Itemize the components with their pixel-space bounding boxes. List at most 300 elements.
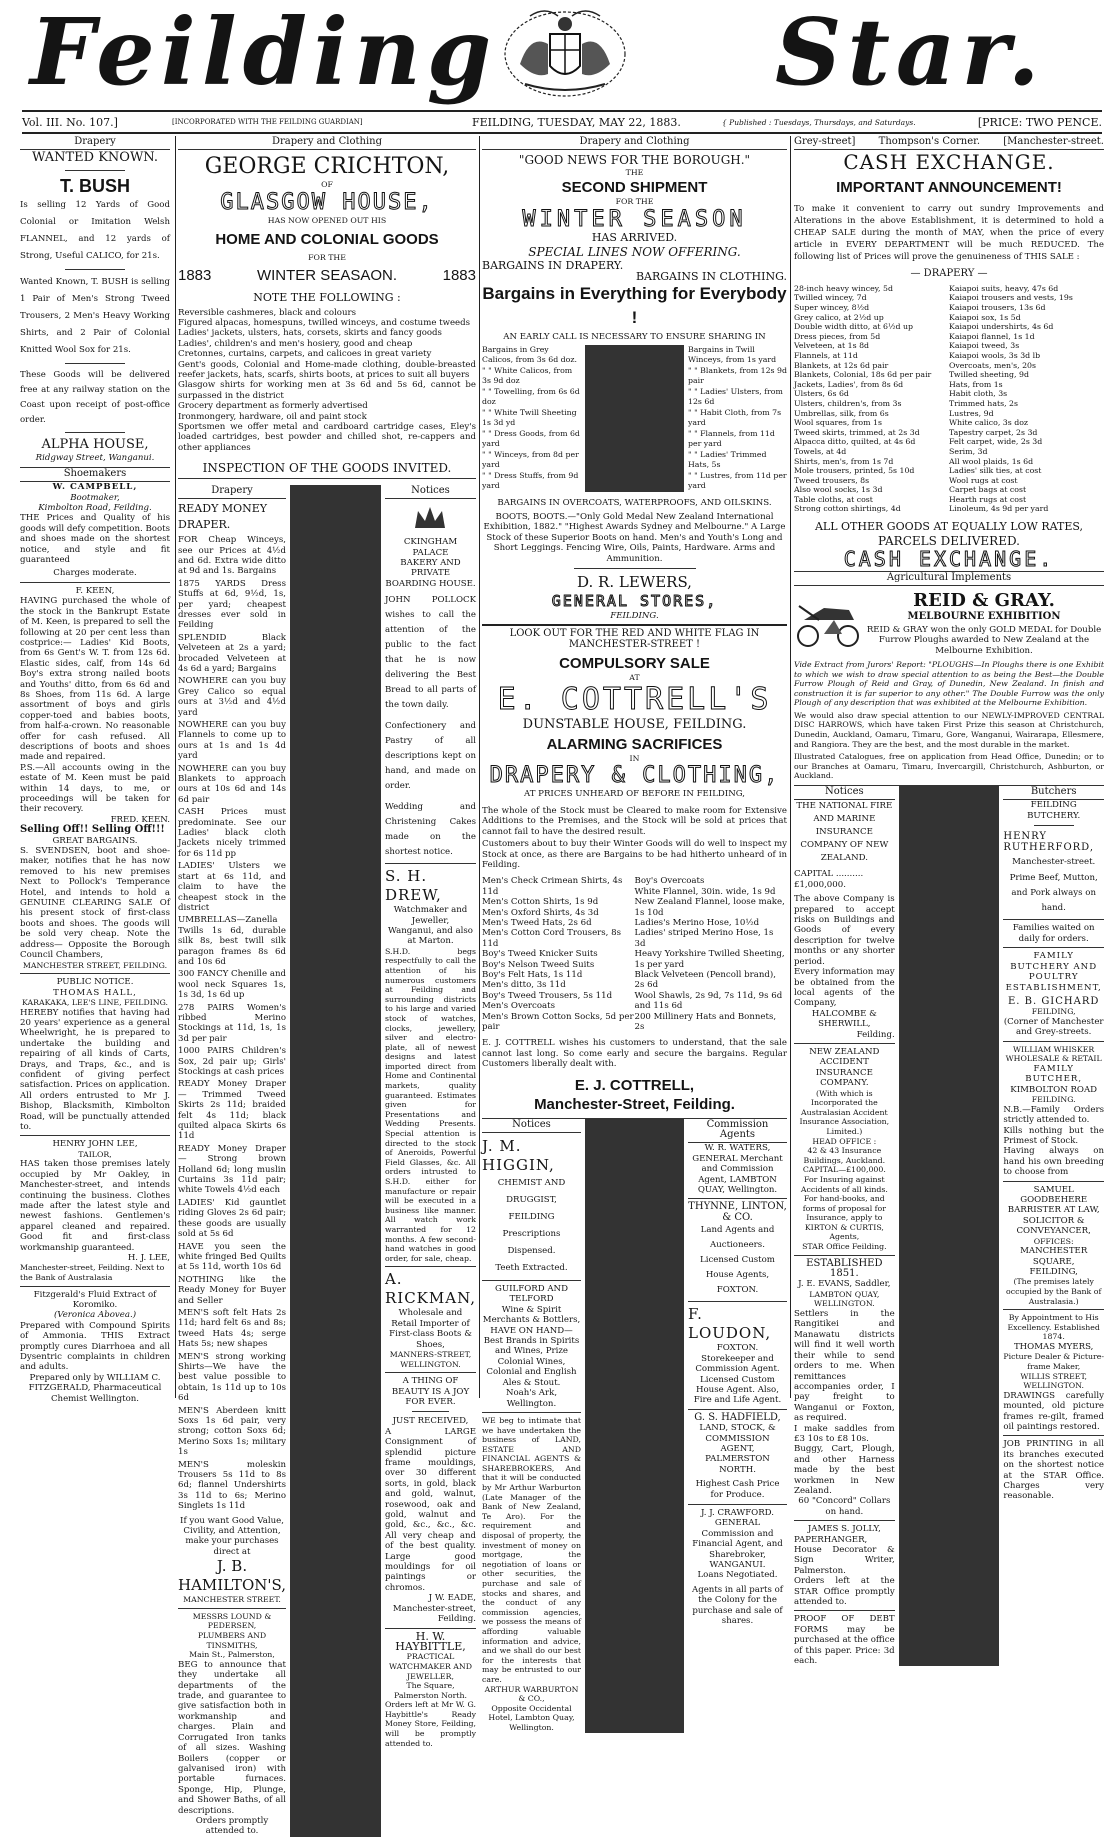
sub-column-left <box>178 485 286 1837</box>
item-list <box>178 535 286 1512</box>
store-name: GENERAL STORES, <box>551 592 718 611</box>
list-item: Trimmed hats, 2s <box>949 398 1019 408</box>
advertiser-name: THOMAS HALL, <box>53 987 137 998</box>
advertiser-name: T. BUSH <box>59 176 130 197</box>
signature: ARTHUR WARBURTON & CO., <box>484 1684 579 1704</box>
headline: JUST RECEIVED, <box>392 1416 469 1427</box>
column-3 <box>482 136 787 1732</box>
section-header: Drapery <box>20 136 170 150</box>
trade: Watchmaker and Jeweller, <box>393 905 468 926</box>
list-right <box>688 345 787 492</box>
column-rule <box>175 136 176 1398</box>
season-line <box>178 266 476 285</box>
list-item: Super wincey, 8½d <box>794 303 870 312</box>
ad-text: Loans Negotiated. <box>697 1570 778 1581</box>
advertiser-name: NEW ZEALAND ACCIDENT INSURANCE COMPANY. <box>809 1046 880 1089</box>
list-item: Kaiapoi suits, heavy, 47s 6d <box>949 283 1059 293</box>
list-item: Tapestry carpet, 2s 3d <box>949 427 1038 437</box>
signature: KIRTON & CURTIS, Agents, <box>804 1222 884 1242</box>
headline: READY MONEY DRAPER. <box>178 502 268 532</box>
publication-days: { Published : Tuesdays, Thursdays, and Saturdays. <box>722 117 916 127</box>
list-item: READY Money Draper — Trimmed Tweed Skirts 2s 11d; braided felt 4s 11d; black quilted alpaca Skirts 6s 11d <box>178 1079 286 1142</box>
list-item: Men's Check Crimean Shirts, 4s 11d <box>482 876 623 897</box>
list-item: 278 PAIRS Women's ribbed Merino Stockings at 11d, 1s, 1s 3d per pair <box>178 1002 286 1044</box>
ad-text: Orders left at Mr W. G. Haybittle's Ready Money Store, Feilding, will be promptly attended to. <box>384 1700 476 1748</box>
headline: HOME AND COLONIAL GOODS <box>215 230 439 248</box>
list-item: Wool squares, from 1s <box>794 418 882 428</box>
list-item: Kaiapoi sox, 1s 5d <box>949 312 1021 322</box>
list-item: Kaiapoi trousers and vests, 19s <box>949 293 1073 303</box>
list-item: Linoleum, 4s 9d per yard <box>949 504 1049 514</box>
ad-text: I make saddles from £3 10s to £8 10s. <box>794 1423 895 1444</box>
section-header: Butchers <box>1003 786 1104 800</box>
dateline: FEILDING, TUESDAY, MAY 22, 1883. <box>472 115 681 129</box>
advertiser-name: A. RICKMAN, <box>384 1270 476 1308</box>
ad-text: BEG to announce that they undertake all departments of the trade, and guarantee to give satisfaction both in workmanship and charges. Plain and Corrugated Iron tanks of all sizes. Washing Boilers (copper or galvanised iron) with portable furnaces. Sponge, Hip, Plunge, and Shower Baths, of all descriptions. <box>178 1659 286 1816</box>
list-item: Twilled sheeting, 9d <box>949 370 1029 380</box>
ad-text: Confectionery and Pastry of all descriptions kept on hand, and made on order. <box>384 721 476 792</box>
advertiser-name: F. KEEN, <box>75 585 115 596</box>
list-item: Men's Oxford Shirts, 4s 3d <box>482 907 599 918</box>
signature: H. J. LEE, <box>127 1253 170 1264</box>
section-header: Commission Agents <box>688 1119 787 1144</box>
masthead-title-left: Feilding <box>30 0 498 106</box>
list-item: " " Lustres, from 11d per yard <box>688 470 787 491</box>
list-item: Heavy Yorkshire Twilled Sheeting, 1s per yard <box>634 949 785 970</box>
advertiser-name: J. J. CRAWFORD. <box>700 1507 774 1518</box>
list-item: Alpacca ditto, quilted, at 4s 6d <box>794 437 916 447</box>
list-item: 1875 YARDS Dress Stuffs at 6d, 9½d, 1s, per yard; cheapest dresses ever sold in Feilding <box>178 578 286 631</box>
price: [PRICE: TWO PENCE. <box>977 115 1102 129</box>
list-item: Gent's goods, Colonial and Home-made clothing, double-breasted reefer jackets, hats, scarfs, shirts boots, at prices to suit all buyers <box>178 359 476 381</box>
headline: "GOOD NEWS FOR THE BOROUGH." <box>518 153 751 168</box>
header-left: Grey-street] <box>794 136 856 147</box>
sub-column-right <box>1003 786 1104 1666</box>
ad-text: Orders left at the STAR Office promptly attended to. <box>794 1576 895 1608</box>
list-left <box>482 345 581 492</box>
ad-text: S.H.D. begs respectfully to call the attention of his numerous customers at Feilding and surrounding districts to his large and varied stock of watches, clocks, jewellery, silver and electro-plate, all of newest designs and latest imported direct from Home and Continental markets, quality guaranteed. Estimates given for Presentations and Wedding Presents. Special attention is directed to the stock of Aneroids, Powerful Field Glasses, &c. All orders intrusted to S.H.D. either for manufacture or repair will be executed in a business like manner. All watch work warranted for 12 months. A few second-hand watches in good order, for sale, cheap. <box>384 946 476 1263</box>
address: KARAKAKA, LEE'S LINE, FEILDING. <box>21 997 169 1007</box>
ad-text: Charges moderate. <box>53 568 137 579</box>
headline: IMPORTANT ANNOUNCEMENT! <box>836 179 1062 197</box>
list-item: Ulsters, children's, from 3s <box>794 398 902 408</box>
ad-text: Having always on hand his own breeding to choose from <box>1003 1146 1105 1178</box>
ad-text: GENERAL Commission and Financial Agent, and Sharebroker, <box>692 1518 783 1560</box>
header-right: [Manchester-street. <box>1003 136 1104 147</box>
list-item: MEN'S soft felt Hats 2s 11d; hard felt 6s and 8s; tweed Hats 4s; serge Hats 5s; new shapes <box>178 1307 286 1350</box>
list-item: Flannels, at 11d <box>794 350 858 360</box>
advertiser-name: FEILDING BUTCHERY. <box>1027 800 1081 821</box>
advertiser-name: CKINGHAM PALACE <box>403 537 458 558</box>
ad-text: N.B.—Family Orders strictly attended to. <box>1003 1104 1105 1126</box>
ad-text: DRAWINGS carefully mounted, old picture frames re-gilt, framed oil paintings restored. <box>1003 1390 1105 1432</box>
ad-text: Illustrated Catalogues, free on application from Head Office, Dunedin; or to our Branches at Oamaru, Timaru, Invercargill, Christchurch, Ashburton, or Auckland. <box>794 752 1104 781</box>
list-item: Ladies', children's and men's hosiery, good and cheap <box>178 338 413 349</box>
ad-text: GENERAL Merchant and Commission Agent, LAMBTON QUAY, Wellington. <box>692 1153 783 1196</box>
list-item: NOTHING like the Ready Money for Buyer and Seller <box>178 1274 286 1306</box>
list-item: Tweed trousers, 8s <box>794 475 870 485</box>
ad-text: HAS NOW OPENED OUT HIS <box>267 216 387 225</box>
advertiser-name: ALPHA HOUSE, <box>41 437 149 453</box>
ad-text: Settlers in the Rangitikei and Manawatu districts will find it well worth their while to send orders to me. When remittances accompanies order, I pay freight to Wanganui or Foxton, as required. <box>794 1309 895 1424</box>
sub-column-left <box>482 1119 581 1733</box>
address: Manchester-street, Feilding. Next to the Bank of Australasia <box>20 1263 165 1283</box>
address: STAR Office Feilding. <box>802 1242 887 1252</box>
address: Manchester-street. <box>1012 857 1096 868</box>
list-item: Velveteen, at 1s 8d <box>794 341 870 351</box>
ad-text: HEAD OFFICE : <box>812 1136 877 1146</box>
advertiser-name: MESSRS LOUND & PEDERSEN, <box>192 1611 272 1631</box>
list-item: READY Money Draper — Strong brown Holland 6d; long muslin Curtains 3s 11d pair; white Towels 4½d each <box>178 1143 286 1196</box>
section-header: Drapery and Clothing <box>178 136 476 150</box>
headline: SPECIAL LINES NOW OFFERING. <box>528 245 741 259</box>
ad-text: Land Agents and Auctioneers. <box>700 1225 775 1251</box>
trade: TAILOR, <box>78 1149 112 1159</box>
plough-icon <box>794 598 864 648</box>
list-item: " " Blankets, from 12s 9d pair <box>688 365 787 386</box>
advertiser-name: THOMAS MYERS, <box>1013 1341 1094 1352</box>
ad-text: Wedding and Christening Cakes made on the shortest notice. <box>384 802 476 858</box>
list-left <box>794 284 949 514</box>
ad-text: JOHN POLLOCK wishes to call the attention of the public to the fact that he is now delivering the Best Bread to all parts of the town daily. <box>384 595 476 711</box>
address: Noah's Ark, Wellington. <box>505 1388 558 1409</box>
ad-text: Every information may be obtained from the local agents of the Company, <box>794 967 895 1009</box>
coat-of-arms-icon <box>500 4 630 100</box>
ad-text: The whole of the Stock must be Cleared to make room for Extensive Additions to the Premises, and the Stock will be sold at prices that cannot fail to have the desired result. <box>482 805 787 837</box>
incorporated-note: [INCORPORATED WITH THE FEILDING GUARDIAN] <box>172 118 363 126</box>
headline: Selling Off!! Selling Off!!! <box>20 824 165 836</box>
list-item: " " Flannels, from 11d per yard <box>688 428 775 449</box>
headline: DRAPERY & CLOTHING, <box>489 763 780 789</box>
ad-text: The above Company is prepared to accept risks on Buildings and Goods of every description for twelve months or any shorter period. <box>794 894 895 967</box>
ad-text: These Goods will be delivered free at any railway station on the Coast upon receipt of post-office order. <box>20 370 170 426</box>
sub-columns <box>794 785 1104 1666</box>
list-item: Strong cotton shirtings, 4d <box>794 504 901 514</box>
headline: A THING OF BEAUTY IS A JOY FOR EVER. <box>391 1376 470 1407</box>
town: Feilding. <box>856 1029 895 1040</box>
town: FEILDING. <box>1031 1095 1076 1105</box>
trade: PRACTICAL WATCHMAKER AND JEWELLER, <box>388 1652 472 1681</box>
ad-text: We would also draw special attention to our NEWLY-IMPROVED CENTRAL DISC HARROWS, which have taken First Prize this season at Christchurch, Dunedin, Auckland, Oamaru, Timaru, Gore, Wanganui, Wairarapa, Ellesmere, and Rangiora. They are the best, and the most durable in the market. <box>794 710 1104 749</box>
ad-text: HEREBY notifies that having had 20 years' experience as a general Wheelwright, he is prepared to undertake the building and repairing of all kinds of Carts, Drays, and Traps, &c., and is confident of giving perfect satisfaction. Prices on application. All orders entrusted to Mr J. Bishop, Blacksmith, Kimbolton Road, will be punctually attended to. <box>20 1007 170 1132</box>
address: MANCHESTER SQUARE, <box>1020 1246 1088 1267</box>
ad-text: 60 "Concord" Collars on hand. <box>798 1496 891 1517</box>
address: (Corner of Manchester and Grey-streets. <box>1003 1016 1104 1038</box>
list-item: FOR Cheap Winceys, see our Prices at 4½d and 6d. Extra wide ditto at 9d and 1s. Bargains <box>178 535 286 577</box>
advertiser-name: F. LOUDON, <box>688 1305 772 1343</box>
sub-columns <box>482 1118 787 1733</box>
list-item: Wool Shawls, 2s 9d, 7s 11d, 9s 6d and 11s 6d <box>634 990 783 1012</box>
list-item: Sportsmen we offer metal and cardboard cartridge cases, Eley's loaded cartridges, best powder and chilled shot, re-cappers and other appliances <box>178 422 476 453</box>
headline: Bargains in Everything for Everybody ! <box>482 284 787 328</box>
connector: THE <box>625 168 644 178</box>
signature: J W. EADE, <box>428 1593 476 1604</box>
ad-text: Vide Extract from Jurors' Report: "PLOUGHS—In Ploughs there is one Exhibit to which we wish to draw special attention to as being the Best—the Double Furrow Plough of Reid and Gray, of Dunedin, New Zealand. In finish and construction it is far superior to any other." The Double Furrow was the only Plough of any description that was exhibited at the Melbourne Exhibition. <box>794 659 1104 708</box>
ad-text: Kills nothing but the Primest of Stock. <box>1003 1125 1105 1146</box>
trade: PLUMBERS AND TINSMITHS, <box>197 1631 267 1650</box>
list-item: UMBRELLAS—Zanella Twills 1s 6d, durable silk 8s, best twill silk paragon frames 8s 6d and 10s 6d <box>178 915 286 967</box>
list-right <box>635 876 788 1032</box>
ad-text: Highest Cash Price for Produce. <box>695 1479 780 1500</box>
list-item: Mole trousers, printed, 5s 10d <box>794 466 915 476</box>
list-item: LADIES' Kid gauntlet riding Gloves 2s 6d pair; these goods are usually sold at 5s 6d <box>178 1197 286 1240</box>
ad-text: Orders promptly attended to. <box>195 1815 269 1837</box>
list-item: 28-inch heavy wincey, 5d <box>794 283 893 293</box>
ad-text: If you want Good Value, Civility, and Attention, make your purchases direct at <box>180 1515 284 1557</box>
price-lists <box>482 876 787 1032</box>
trade: BAKERY AND <box>400 557 461 568</box>
ad-text: Wholesale and Retail Importer of First-class Boots & Shoes, <box>389 1308 472 1350</box>
list-item: Boy's Overcoats <box>634 876 705 887</box>
town: FEILDING, <box>1031 1007 1076 1017</box>
list-item: " " White Calicos, from 3s 9d doz <box>482 365 573 386</box>
store-name: E. COTTRELL'S <box>497 681 772 717</box>
ad-text: For hand-books, and forms of proposal for Insurance, apply to <box>802 1194 886 1223</box>
list-item: Ladies' striped Merino Hose, 1s 3d <box>634 928 774 949</box>
list-item: Men's Tweed Hats, 2s 6d <box>482 917 592 928</box>
list-item: Men's ditto, 3s 11d <box>482 980 566 991</box>
ad-text: P.S.—All accounts owing in the estate of M. Keen must be paid within 14 days, to me, or proceedings will be taken for their recovery. <box>20 762 170 815</box>
ad-text: PAPERHANGER, House Decorator & Sign Writer, Palmerston. <box>794 1534 895 1576</box>
list-item: Ladies's Merino Hose, 10½d <box>634 917 760 928</box>
sub-column-right <box>385 485 476 1837</box>
list-item: Men's Overcoats <box>482 1001 555 1012</box>
section-header: Shoemakers <box>20 467 170 482</box>
list-item: Boy's Nelson Tweed Suits <box>482 959 595 970</box>
list-item: Hats, from 1s <box>949 379 1003 389</box>
address: Manchester-street, Feilding. <box>392 1603 476 1625</box>
address: The Square, Palmerston North. <box>393 1681 467 1700</box>
advertiser-name: E. B. GICHARD <box>1007 995 1100 1007</box>
column-rule <box>790 136 791 1398</box>
list-item: Dress pieces, from 5d <box>794 331 881 341</box>
advertiser-name: THYNNE, LINTON, & CO. <box>688 1201 787 1223</box>
ad-text: To make it convenient to carry out sundry Improvements and Alterations in the above Establishment, it is determined to hold a CHEAP SALE during the month of MAY, when the price of every article in EVERY DEPARTMENT will be much REDUCED. The following list of Prices will prove the genuineness of THIS SALE : <box>794 204 1104 263</box>
list-item: Twilled wincey, 7d <box>794 293 867 303</box>
ad-text: BOOTS, BOOTS.—"Only Gold Medal New Zealand International Exhibition, 1882." "Highest Awards Sydney and Melbourne." A Large Stock of these Superior Boots on hand. Men's and Youth's Long and Short Leggings. Fencing Wire, Oils, Paints, Hardware. Arms and Ammunition. <box>483 512 786 564</box>
list-item: MEN'S moleskin Trousers 5s 11d to 8s 6d; flannel Undershirts 3s 11d to 6s; Merino Singlets 1s 11d <box>178 1459 286 1512</box>
list-item: 1000 PAIRS Children's Sox, 2d pair up; Girls' Stockings at cash prices <box>178 1046 286 1077</box>
list-item: 300 FANCY Chenille and wool neck Squares 1s, 1s 3d, 1s 6d up <box>178 969 287 1001</box>
volume-number: Vol. III. No. 107.] <box>22 115 118 129</box>
list-item: White Flannel, 30in. wide, 1s 9d <box>634 886 776 897</box>
list-item: Tweed skirts, trimmed, at 2s 3d <box>794 427 920 437</box>
headline: PUBLIC NOTICE. <box>56 977 134 988</box>
headline: ALARMING SACRIFICES <box>546 735 723 753</box>
connector: AT <box>629 673 640 683</box>
town: WANGANUI. <box>709 1560 766 1570</box>
list-item: " " Habit Cloth, from 7s yard <box>688 407 782 428</box>
address: WILLIS STREET, WELLINGTON. <box>1020 1371 1088 1391</box>
headline: COMPULSORY SALE <box>559 655 710 673</box>
advertiser-name: W. R. WATERS, <box>704 1143 771 1154</box>
list-item: Ladies' jackets, ulsters, hats, corsets, skirts and fancy goods <box>178 328 442 339</box>
address: Kimbolton Road, Feilding. <box>38 503 152 514</box>
sub-columns <box>178 485 476 1837</box>
ad-text: Buggy, Cart, Plough, and other Harness made by the best workmen in New Zealand. <box>794 1444 895 1496</box>
list-item: Black Velveteen (Pencoll brand), 2s 6d <box>634 969 776 991</box>
column-1 <box>20 136 171 1404</box>
item-list <box>178 308 476 454</box>
trade: Bootmaker, <box>70 492 120 503</box>
year: 1883 <box>178 267 212 285</box>
list-item: " " Winceys, from 8d per yard <box>482 449 579 470</box>
list-item: 200 Millinery Hats and Bonnets, 2s <box>634 1011 777 1032</box>
town: FEILDING, <box>1029 1267 1078 1277</box>
ad-text: THE Prices and Quality of his goods will defy competition. Boots and shoes made on the shortest notice, and style and fit guaranteed <box>20 513 171 566</box>
list-item: New Zealand Flannel, loose make, 1s 10d <box>634 897 785 918</box>
connector: OF <box>321 180 333 190</box>
list-item: Wool rugs at cost <box>949 475 1018 485</box>
list-right <box>949 284 1104 514</box>
masthead <box>0 0 1114 112</box>
ad-text: E. J. COTTRELL wishes his customers to understand, that the sale cannot last long. So come early and secure the bargains. Regular Customers liberally dealt with. <box>482 1038 787 1070</box>
list-item: Men's Brown Cotton Socks, 5d per pair <box>482 1011 634 1032</box>
list-item: White calico, 3s doz <box>949 418 1029 428</box>
headline: WINTER SEASON <box>522 206 747 232</box>
town: FEILDING <box>508 1212 555 1223</box>
list-item: MEN'S Aberdeen knitt Soxs 1s 6d pair, very strong; cotton Soxs 6d; Merino Soxs 1s; military 1s <box>178 1405 286 1458</box>
list-item: " " Towelling, from 6s 6d doz <box>482 386 580 407</box>
bargain-lists <box>482 345 787 492</box>
address: DUNSTABLE HOUSE, FEILDING. <box>522 716 747 732</box>
list-item: Habit cloth, 3s <box>949 389 1008 399</box>
headline: MELBOURNE EXHIBITION <box>907 611 1061 623</box>
section-header <box>794 136 1104 150</box>
ad-text: HAS taken those premises lately occupied by Mr Oakley, in Manchester-street, and intends continuing the business. Clothes made after the latest style and newest fashions. Gentlemen's apparel cleaned and repaired. Good fit and first-class workmanship guaranteed. <box>20 1159 170 1253</box>
section-header: Notices <box>482 1119 581 1133</box>
ad-text: WE beg to intimate that we have undertaken the business of LAND, ESTATE AND FINANCIAL AGENTS & SHAREBROKERS, And that it will be conducted by Mr Arthur Warburton (Late Manager of the Bank of New Zealand, Te Aro). For the requirement and disposal of property, the investment of money on mortgage, the negotiation of loans or other securities, the purchase and sale of stocks and shares, and the conduct of any commission agencies, we possess the means of affording valuable information and advice, and we shall do our best for the interests that may be entrusted to our care. <box>482 1415 581 1684</box>
headline: PARCELS DELIVERED. <box>878 534 1020 549</box>
trade: PRIVATE BOARDING HOUSE. <box>385 568 476 589</box>
store-name: GLASGOW HOUSE, <box>220 190 434 215</box>
list-item: Lustres, 9d <box>949 408 994 418</box>
ad-text: Prescriptions Dispensed. <box>502 1229 561 1257</box>
advertiser-name: J. B. HAMILTON'S, <box>178 1557 286 1595</box>
ad-text: Customers about to buy their Winter Goods will do well to inspect my Stock at once, as there are Bargains to be had hitherto unheard of in Feilding. <box>482 839 787 870</box>
advertiser-name: S. H. DREW, <box>384 867 442 905</box>
ad-text: For Insuring against Accidents of all kinds. <box>800 1174 888 1194</box>
headline: LOOK OUT FOR THE RED AND WHITE FLAG IN MANCHESTER-STREET ! <box>509 628 760 650</box>
advertiser-name: THE NATIONAL FIRE AND MARINE INSURANCE COMPANY OF NEW ZEALAND. <box>796 801 893 864</box>
headline: WANTED KNOWN. <box>32 150 158 166</box>
ad-text: Prime Beef, Mutton, and Pork always on hand. <box>1009 873 1098 914</box>
advertiser-name: WILLIAM WHISKER <box>1013 1044 1095 1054</box>
header-mid: Thompson's Corner. <box>878 136 981 147</box>
advertiser-name: SAMUEL GOODBEHERE <box>1020 1184 1088 1205</box>
trade: BARRISTER AT LAW, <box>1007 1205 1100 1216</box>
headline: GREAT BARGAINS. <box>52 835 138 846</box>
list-item: LADIES' Ulsters we start at 6s 11d, and claim to have the cheapest stock in the district <box>178 861 286 913</box>
list-item: Shirts, men's, from 1s 7d <box>794 456 894 466</box>
advertiser-name: GEORGE CRICHTON, <box>204 154 450 180</box>
capital: CAPITAL—£100,000. <box>802 1165 886 1175</box>
ad-text: Teeth Extracted. <box>495 1263 568 1274</box>
list-item: " " Dress Stuffs, from 9d yard <box>482 470 579 491</box>
list-item: Kaiapoi wools, 3s 3d lb <box>949 350 1041 360</box>
trade: FAMILY BUTCHER, <box>1025 1063 1083 1085</box>
list-item: Also wool socks, 1s 3d <box>794 485 883 495</box>
list-item: " " White Twill Sheeting 1s 3d yd <box>482 407 577 428</box>
list-item: Men's Cotton Cord Trousers, 8s 11d <box>482 928 622 949</box>
list-item: Bargains in Grey Calicos, from 3s 6d doz. <box>482 344 577 365</box>
ad-text: Is selling 12 Yards of Good Colonial or Imitation Welsh FLANNEL, and 12 yards of Strong, Useful CALICO, for 21s. <box>20 200 170 262</box>
ad-text: Licensed Custom House Agents, FOXTON. <box>700 1255 775 1296</box>
ad-text: PROOF OF DEBT FORMS may be purchased at the office of this paper. Price: 3d each. <box>794 1614 895 1667</box>
list-item: Blankets, at 12s 6d pair <box>794 360 889 370</box>
advertiser-name: HENRY JOHN LEE, <box>52 1139 138 1150</box>
column-4 <box>794 136 1105 1667</box>
trade: WHOLESALE & RETAIL <box>1005 1054 1102 1064</box>
masthead-title-right: Star. <box>775 0 1046 106</box>
address: LAMBTON QUAY, WELLINGTON. <box>809 1289 880 1309</box>
list-item: " " Dress Goods, from 6d yard <box>482 428 580 449</box>
ad-text: LAND, STOCK, & COMMISSION AGENT, PALMERSTON NORTH. <box>699 1423 776 1475</box>
list-item: Kaiapoi trousers, 13s 6d <box>949 303 1046 312</box>
ad-text: Wanted Known, T. BUSH is selling 1 Pair of Men's Strong Tweed Trousers, 2 Men's Heavy Working Shirts, and 2 Pair of Colonial Knitted Wool Sox for 21s. <box>20 277 170 356</box>
headline: HAS ARRIVED. <box>591 230 678 244</box>
advertiser-name: G. S. HADFIELD, <box>694 1411 781 1423</box>
section-header: Drapery <box>178 485 286 499</box>
list-item: CASH Prices must predominate. See our Ladies' black cloth Jackets nicely trimmed for 6s 11d pp <box>178 807 286 859</box>
advertiser-name: GUILFORD AND TELFORD <box>495 1284 568 1305</box>
list-item: Kaiapoi undershirts, 4s 6d <box>949 322 1054 332</box>
trade: SOLICITOR & CONVEYANCER, <box>1016 1215 1091 1237</box>
signature: HALCOMBE & SHERWILL, <box>811 1008 877 1030</box>
ad-text: JOB PRINTING in all its branches executed on the shortest notice at the STAR Office. Charges very reasonable. <box>1003 1439 1105 1502</box>
list-item: Overcoats, men's, 20s <box>949 360 1036 370</box>
list-item: NOWHERE can you buy Grey Calico so equal ours at 3½d and 4½d yard <box>178 676 286 718</box>
list-item: Felt carpet, wide, 2s 3d <box>949 437 1043 447</box>
section-header: Agricultural Implements <box>794 571 1104 586</box>
capital: CAPITAL .......... £1,000,000. <box>794 869 864 890</box>
ad-text: AN EARLY CALL IS NECESSARY TO ENSURE SHARING IN <box>503 332 766 343</box>
headline: BARGAINS IN OVERCOATS, WATERPROOFS, AND OILSKINS. <box>497 497 772 508</box>
list-item: Towels, at 4d <box>794 446 847 456</box>
ad-text: Wine & Spirit Merchants & Bottlers, HAVE ON HAND— Best Brands in Spirits and Wines, Prize Colonial Wines, Colonial and English Ales & Stout. <box>482 1304 581 1388</box>
list-item: Blankets, Colonial, 18s 6d per pair <box>794 370 932 380</box>
list-item: Figured alpacas, homespuns, twilled winceys, and costume tweeds <box>178 318 471 328</box>
sub-header: — DRAPERY — <box>910 268 988 280</box>
list-item: Grey calico, at 2½d up <box>794 312 884 322</box>
list-item: Jackets, Ladies', from 8s 6d <box>794 379 904 389</box>
advertiser-name: J. M. HIGGIN, <box>482 1137 555 1175</box>
list-item: Boy's Felt Hats, 1s 11d <box>482 969 583 980</box>
list-item: All wool plaids, 1s 6d <box>949 456 1034 466</box>
trade: CHEMIST AND DRUGGIST, <box>497 1178 566 1206</box>
ad-text: Families waited on daily for orders. <box>1012 923 1095 944</box>
advertiser-name: J. E. EVANS, Saddler, <box>798 1279 891 1290</box>
ad-text: (The premises lately occupied by the Bank of Australasia.) <box>1006 1277 1102 1306</box>
ad-text: A LARGE Consignment of splendid picture frame mouldings, over 30 different sorts, in gold, black and gold, walnut, rosewood, oak and gold, walnut and gold, &c., &c., &c. All very cheap and of the best quality. Large good mouldings for oil paintings or chromos. <box>384 1426 476 1593</box>
address: 42 & 43 Insurance Buildings, Auckland. <box>803 1146 886 1165</box>
list-item: Kaiapoi flannel, 1s 1d <box>949 331 1035 341</box>
connector: FOR THE <box>308 252 346 262</box>
column-2 <box>178 136 476 1837</box>
list-item: Table cloths, at cost <box>794 494 873 504</box>
list-item: Reversible cashmeres, black and colours <box>178 307 356 318</box>
ad-text: Storekeeper and Commission Agent. Licensed Custom House Agent. Also, Fire and Life Agent. <box>693 1353 782 1406</box>
sub-header: OFFICES: <box>1033 1236 1074 1246</box>
sub-column-right <box>688 1119 787 1733</box>
trade: Picture Dealer & Picture-frame Maker, <box>1003 1352 1104 1371</box>
advertiser-name: JAMES S. JOLLY, <box>807 1524 881 1535</box>
address: Wanganui, and also at Marton. <box>387 925 473 947</box>
advertiser-name: REID & GRAY. <box>913 590 1055 612</box>
section-header: Notices <box>794 786 895 800</box>
headline: ALL OTHER GOODS AT EQUALLY LOW RATES, <box>814 520 1083 534</box>
list-left <box>482 876 635 1032</box>
